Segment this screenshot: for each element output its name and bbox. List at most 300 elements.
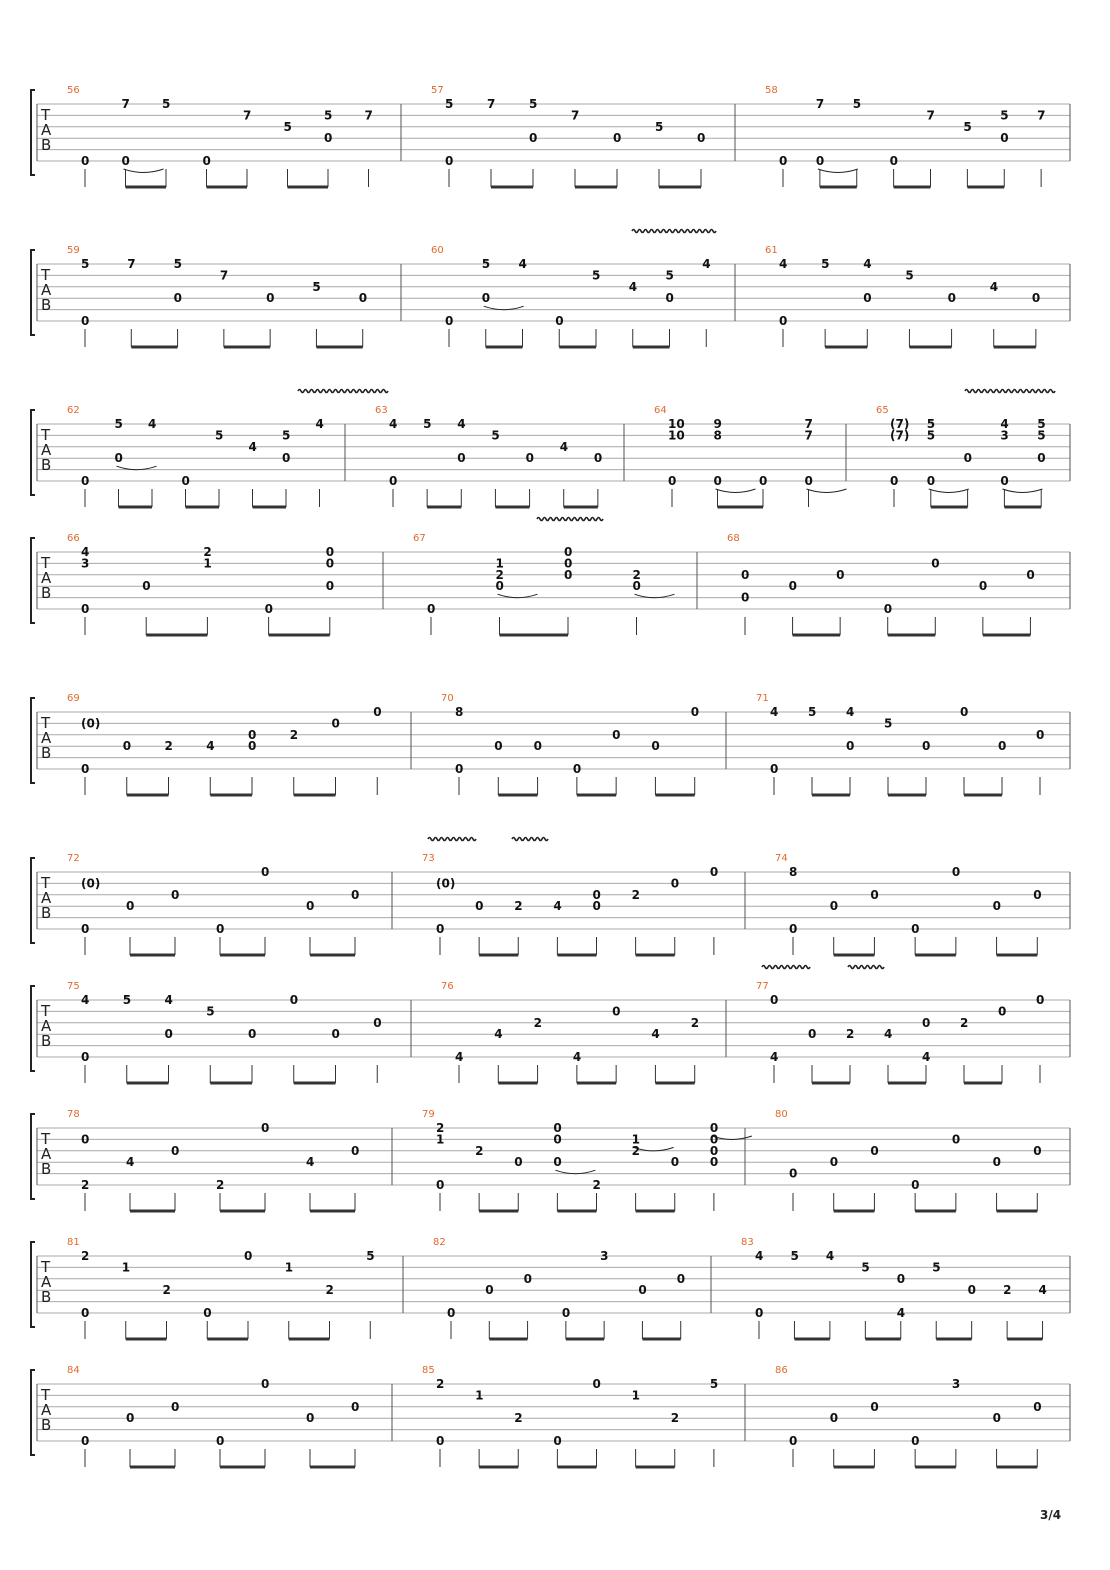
fret-number: 0 <box>1036 727 1045 742</box>
vibrato-mark <box>298 390 388 393</box>
tie-arc <box>716 489 756 493</box>
fret-number: 0 <box>495 579 504 594</box>
fret-number: 0 <box>836 567 845 582</box>
tab-clef-letter: A <box>41 889 52 907</box>
system-bracket <box>31 1370 35 1455</box>
fret-number: 2 <box>495 567 504 582</box>
fret-number: 7 <box>121 97 130 111</box>
measure-number: 57 <box>431 85 444 96</box>
fret-number: 0 <box>171 1143 180 1158</box>
fret-number: 0 <box>896 1271 906 1286</box>
tab-clef-letter: A <box>41 441 52 459</box>
system-bracket <box>31 698 35 783</box>
fret-number: 0 <box>282 451 291 466</box>
fret-number: 7 <box>219 268 229 283</box>
fret-number: 4 <box>1000 417 1009 431</box>
measure-number: 82 <box>433 1237 446 1248</box>
fret-number: 0 <box>373 705 382 719</box>
fret-number: 0 <box>289 993 299 1007</box>
fret-number: 0 <box>555 314 564 328</box>
vibrato-mark <box>965 390 1055 393</box>
fret-number: 8 <box>789 865 798 879</box>
fret-number: 7 <box>1037 108 1046 123</box>
fret-number: 7 <box>804 428 813 443</box>
fret-number: 4 <box>248 439 257 454</box>
measure-number: 60 <box>431 245 444 256</box>
fret-number: 0 <box>331 716 340 731</box>
fret-number: 0 <box>81 922 90 936</box>
measure-number: 80 <box>775 1109 788 1120</box>
tie-arc <box>929 489 969 493</box>
fret-number: 0 <box>248 727 257 742</box>
fret-number: 5 <box>790 1249 799 1263</box>
fret-number: 0 <box>863 291 872 306</box>
fret-number: 0 <box>122 739 132 754</box>
fret-number: 0 <box>533 739 542 754</box>
fret-number: 4 <box>863 257 872 271</box>
measure-number: 61 <box>765 245 778 256</box>
fret-number: 4 <box>553 899 562 914</box>
tab-system <box>31 533 1070 635</box>
fret-number: 5 <box>1000 108 1009 123</box>
tab-clef-letter: B <box>41 904 52 922</box>
fret-number: 0 <box>998 1004 1007 1019</box>
fret-number: 4 <box>306 1155 315 1170</box>
fret-number: 0 <box>81 1306 90 1320</box>
fret-number: 2 <box>436 1377 445 1391</box>
measure-number: 78 <box>67 1109 80 1120</box>
system-bracket <box>31 858 35 943</box>
fret-number: 2 <box>475 1143 484 1158</box>
tab-clef-letter: T <box>41 1258 51 1276</box>
tab-system <box>31 693 1070 795</box>
fret-number: 0 <box>142 579 151 594</box>
fret-number: 2 <box>631 1143 640 1158</box>
fret-number: 4 <box>455 1050 464 1064</box>
fret-number: 0 <box>81 1050 90 1064</box>
fret-number: (0) <box>81 876 101 891</box>
fret-number: 7 <box>127 257 136 271</box>
fret-number: 5 <box>821 257 830 271</box>
fret-number: 0 <box>592 887 601 902</box>
fret-number: 0 <box>389 474 398 488</box>
fret-number: 0 <box>436 1434 445 1448</box>
fret-number: 5 <box>206 1004 215 1019</box>
fret-number: 5 <box>122 993 132 1007</box>
tab-clef-letter: B <box>41 136 52 154</box>
tab-system <box>31 85 1070 187</box>
fret-number: 0 <box>126 1411 135 1426</box>
fret-number: 3 <box>81 556 90 571</box>
measure-number: 85 <box>422 1365 435 1376</box>
fret-number: 7 <box>364 108 373 123</box>
vibrato-mark <box>762 966 810 969</box>
fret-number: 7 <box>243 108 252 123</box>
fret-number: 2 <box>690 1015 700 1030</box>
fret-number: 0 <box>755 1306 764 1320</box>
fret-number: 2 <box>81 1249 90 1263</box>
fret-number: 4 <box>559 439 569 454</box>
fret-number: 4 <box>572 1050 582 1064</box>
fret-number: 0 <box>612 727 621 742</box>
fret-number: 2 <box>846 1027 855 1042</box>
fret-number: 2 <box>1003 1283 1012 1298</box>
fret-number: 0 <box>911 1434 920 1448</box>
fret-number: 4 <box>922 1050 931 1064</box>
fret-number: 0 <box>829 899 839 914</box>
fret-number: 0 <box>709 865 719 879</box>
fret-number: 0 <box>447 1306 456 1320</box>
fret-number: 0 <box>325 556 335 571</box>
fret-number: 0 <box>967 1283 977 1298</box>
fret-number: 4 <box>770 705 779 719</box>
fret-number: 0 <box>325 545 335 559</box>
fret-number: 0 <box>741 567 750 582</box>
fret-number: 0 <box>266 291 275 306</box>
fret-number: 0 <box>789 922 798 936</box>
fret-number: 0 <box>553 1434 562 1448</box>
fret-number: 5 <box>81 257 90 271</box>
fret-number: 0 <box>632 579 641 594</box>
system-bracket <box>31 90 35 175</box>
fret-number: 0 <box>1000 474 1009 488</box>
measure-number: 76 <box>441 981 454 992</box>
fret-number: 7 <box>804 417 813 431</box>
fret-number: 0 <box>709 1121 719 1135</box>
fret-number: 0 <box>709 1143 719 1158</box>
measure-number: 70 <box>441 693 454 704</box>
tab-system <box>31 1365 1070 1467</box>
tab-clef-letter: T <box>41 554 51 572</box>
vibrato-mark <box>537 518 603 521</box>
fret-number: 2 <box>960 1015 969 1030</box>
tab-clef-letter: A <box>41 569 52 587</box>
fret-number: 5 <box>926 428 936 443</box>
tab-system <box>31 1237 1070 1339</box>
fret-number: 5 <box>312 279 321 294</box>
fret-number: 7 <box>815 97 825 111</box>
fret-number: 2 <box>632 567 641 582</box>
fret-number: 0 <box>690 705 700 719</box>
fret-number: 5 <box>215 428 224 443</box>
fret-number: 0 <box>427 602 436 616</box>
fret-number: 0 <box>992 899 1001 914</box>
fret-number: 0 <box>173 291 182 306</box>
fret-number: 0 <box>922 739 931 754</box>
fret-number: 4 <box>457 417 466 431</box>
tab-clef-letter: B <box>41 1160 52 1178</box>
fret-number: 0 <box>789 1434 798 1448</box>
fret-number: 0 <box>306 1411 315 1426</box>
fret-number: 0 <box>445 154 454 168</box>
fret-number: 5 <box>282 428 291 443</box>
fret-number: 4 <box>1038 1283 1047 1298</box>
fret-number: 0 <box>436 1178 445 1192</box>
vibrato-mark <box>848 966 884 969</box>
fret-number: 0 <box>759 474 768 488</box>
tab-system <box>31 245 1070 347</box>
fret-number: 8 <box>455 705 464 719</box>
tie-arc <box>807 489 847 493</box>
fret-number: 0 <box>804 474 813 488</box>
fret-number: 2 <box>216 1178 225 1192</box>
fret-number: 0 <box>870 1143 879 1158</box>
fret-number: 0 <box>1033 1399 1042 1414</box>
fret-number: 0 <box>261 1121 270 1135</box>
fret-number: 4 <box>389 417 398 431</box>
fret-number: 0 <box>81 314 90 328</box>
fret-number: 1 <box>631 1132 640 1147</box>
fret-number: 0 <box>741 590 750 605</box>
fret-number: 4 <box>81 993 90 1007</box>
page-number: 3/4 <box>1040 1508 1062 1522</box>
fret-number: 0 <box>264 602 273 616</box>
fret-number: 0 <box>325 579 335 594</box>
fret-number: 4 <box>518 257 527 271</box>
fret-number: 2 <box>533 1015 542 1030</box>
fret-number: 0 <box>960 705 969 719</box>
fret-number: 0 <box>455 762 464 776</box>
fret-number: 0 <box>951 865 961 879</box>
fret-number: 0 <box>351 1143 360 1158</box>
fret-number: 4 <box>148 417 157 431</box>
fret-number: 0 <box>564 545 573 559</box>
fret-number: 0 <box>890 474 899 488</box>
fret-number: 0 <box>788 579 797 594</box>
fret-number: 0 <box>351 887 360 902</box>
measure-number: 74 <box>775 853 788 864</box>
fret-number: 0 <box>1000 131 1009 146</box>
fret-number: 0 <box>306 899 315 914</box>
fret-number: 0 <box>445 314 454 328</box>
fret-number: 0 <box>992 1411 1001 1426</box>
fret-number: 0 <box>593 451 603 466</box>
fret-number: 0 <box>324 131 333 146</box>
fret-number: 3 <box>600 1249 609 1263</box>
fret-number: 0 <box>926 474 936 488</box>
fret-number: 4 <box>628 279 638 294</box>
fret-number: 8 <box>713 428 722 443</box>
fret-number: 4 <box>825 1249 835 1263</box>
fret-number: 5 <box>283 119 292 134</box>
fret-number: 0 <box>436 922 445 936</box>
fret-number: 5 <box>808 705 817 719</box>
tab-clef-letter: T <box>41 1386 51 1404</box>
fret-number: 2 <box>203 545 212 559</box>
fret-number: 0 <box>883 602 893 616</box>
fret-number: 4 <box>81 545 90 559</box>
fret-number: 2 <box>514 1411 523 1426</box>
fret-number: 0 <box>870 1399 879 1414</box>
fret-number: 0 <box>561 1306 571 1320</box>
fret-number: 0 <box>931 556 940 571</box>
measure-number: 75 <box>67 981 80 992</box>
tie-arc <box>1002 489 1042 493</box>
measure-number: 81 <box>67 1237 80 1248</box>
fret-number: 0 <box>248 739 257 754</box>
fret-number: 0 <box>978 579 988 594</box>
fret-number: (0) <box>436 876 456 891</box>
fret-number: 0 <box>564 556 573 571</box>
fret-number: 5 <box>1037 417 1046 431</box>
fret-number: 0 <box>457 451 466 466</box>
vibrato-mark <box>428 838 476 841</box>
fret-number: 4 <box>779 257 788 271</box>
fret-number: 0 <box>709 1132 719 1147</box>
measure-number: 56 <box>67 85 80 96</box>
tab-system <box>31 405 1070 507</box>
fret-number: 0 <box>951 1132 961 1147</box>
fret-number: 5 <box>861 1260 870 1275</box>
fret-number: 0 <box>815 154 825 168</box>
fret-number: 4 <box>770 1050 779 1064</box>
fret-number: 0 <box>248 1027 257 1042</box>
fret-number: 0 <box>373 1015 382 1030</box>
fret-number: 5 <box>481 257 491 271</box>
tab-clef-letter: T <box>41 1002 51 1020</box>
tab-clef-letter: T <box>41 874 51 892</box>
fret-number: 0 <box>203 1306 212 1320</box>
tab-clef-letter: A <box>41 1401 52 1419</box>
fret-number: 0 <box>911 1178 920 1192</box>
fret-number: 1 <box>121 1260 131 1275</box>
fret-number: 4 <box>164 993 173 1007</box>
fret-number: 1 <box>475 1388 484 1403</box>
fret-number: 0 <box>216 1434 225 1448</box>
vibrato-mark <box>512 838 548 841</box>
tab-clef-letter: A <box>41 121 52 139</box>
measure-number: 79 <box>422 1109 435 1120</box>
fret-number: 0 <box>829 1155 839 1170</box>
measure-number: 84 <box>67 1365 80 1376</box>
tab-system <box>31 1109 1070 1211</box>
measure-number: 58 <box>765 85 778 96</box>
fret-number: 0 <box>613 131 622 146</box>
fret-number: 5 <box>884 716 893 731</box>
fret-number: 0 <box>475 899 484 914</box>
fret-number: 0 <box>665 291 674 306</box>
system-bracket <box>31 538 35 623</box>
fret-number: 0 <box>564 567 573 582</box>
fret-number: 2 <box>514 899 523 914</box>
fret-number: 5 <box>905 268 914 283</box>
fret-number: 0 <box>523 1271 532 1286</box>
fret-number: 0 <box>592 1377 601 1391</box>
tab-clef-letter: B <box>41 1032 52 1050</box>
fret-number: 4 <box>846 705 855 719</box>
fret-number: 0 <box>164 1027 173 1042</box>
fret-number: 5 <box>709 1377 719 1391</box>
fret-number: 0 <box>81 154 90 168</box>
fret-number: 0 <box>922 1015 931 1030</box>
fret-number: (7) <box>890 417 910 431</box>
fret-number: 4 <box>206 739 215 754</box>
fret-number: 0 <box>612 1004 621 1019</box>
fret-number: 0 <box>779 314 788 328</box>
fret-number: 0 <box>668 474 677 488</box>
fret-number: 1 <box>436 1132 445 1147</box>
tab-clef-letter: T <box>41 266 51 284</box>
fret-number: 0 <box>202 154 211 168</box>
fret-number: (7) <box>890 428 910 443</box>
tab-clef-letter: T <box>41 426 51 444</box>
fret-number: 0 <box>216 922 225 936</box>
fret-number: 0 <box>171 1399 180 1414</box>
measure-number: 64 <box>654 405 667 416</box>
fret-number: 5 <box>665 268 674 283</box>
fret-number: 0 <box>1033 887 1042 902</box>
fret-number: 0 <box>592 899 601 914</box>
fret-number: 0 <box>770 993 779 1007</box>
fret-number: 10 <box>668 417 685 431</box>
tab-clef-letter: B <box>41 456 52 474</box>
system-bracket <box>31 1242 35 1327</box>
fret-number: 2 <box>162 1283 171 1298</box>
fret-number: 5 <box>655 119 664 134</box>
fret-number: 1 <box>284 1260 294 1275</box>
measure-number: 83 <box>741 1237 754 1248</box>
fret-number: 0 <box>553 1121 562 1135</box>
vibrato-mark <box>632 230 716 233</box>
fret-number: 0 <box>81 1132 90 1147</box>
fret-number: 0 <box>261 865 270 879</box>
fret-number: 0 <box>171 887 180 902</box>
fret-number: 5 <box>324 108 333 123</box>
fret-number: 5 <box>445 97 454 111</box>
fret-number: 4 <box>494 1027 503 1042</box>
tab-clef-letter: A <box>41 1145 52 1163</box>
fret-number: 5 <box>963 119 972 134</box>
fret-number: 5 <box>926 417 936 431</box>
measure-number: 67 <box>413 533 426 544</box>
fret-number: 0 <box>846 739 855 754</box>
tab-clef-letter: B <box>41 1416 52 1434</box>
measure-number: 72 <box>67 853 80 864</box>
fret-number: 0 <box>697 131 706 146</box>
fret-number: 1 <box>631 1388 640 1403</box>
fret-number: 0 <box>1037 451 1046 466</box>
measure-number: 71 <box>756 693 769 704</box>
fret-number: 0 <box>529 131 538 146</box>
fret-number: 9 <box>713 417 722 431</box>
fret-number: 0 <box>514 1155 523 1170</box>
tab-system <box>31 853 1070 955</box>
tab-clef-letter: B <box>41 296 52 314</box>
fret-number: 3 <box>951 1377 961 1391</box>
fret-number: 0 <box>525 451 534 466</box>
tab-clef-letter: A <box>41 1273 52 1291</box>
fret-number: 0 <box>553 1132 562 1147</box>
fret-number: (0) <box>81 716 101 731</box>
fret-number: 0 <box>553 1155 562 1170</box>
fret-number: 0 <box>81 602 90 616</box>
fret-number: 0 <box>829 1411 839 1426</box>
fret-number: 4 <box>651 1027 660 1042</box>
fret-number: 7 <box>487 97 496 111</box>
tab-clef-letter: A <box>41 281 52 299</box>
fret-number: 5 <box>423 417 432 431</box>
fret-number: 5 <box>932 1260 941 1275</box>
fret-number: 0 <box>114 451 123 466</box>
fret-number: 5 <box>173 257 182 271</box>
fret-number: 0 <box>121 154 130 168</box>
fret-number: 0 <box>670 876 680 891</box>
fret-number: 5 <box>114 417 123 431</box>
measure-number: 69 <box>67 693 80 704</box>
fret-number: 0 <box>494 739 503 754</box>
tab-system <box>31 981 1070 1083</box>
fret-number: 4 <box>989 279 999 294</box>
